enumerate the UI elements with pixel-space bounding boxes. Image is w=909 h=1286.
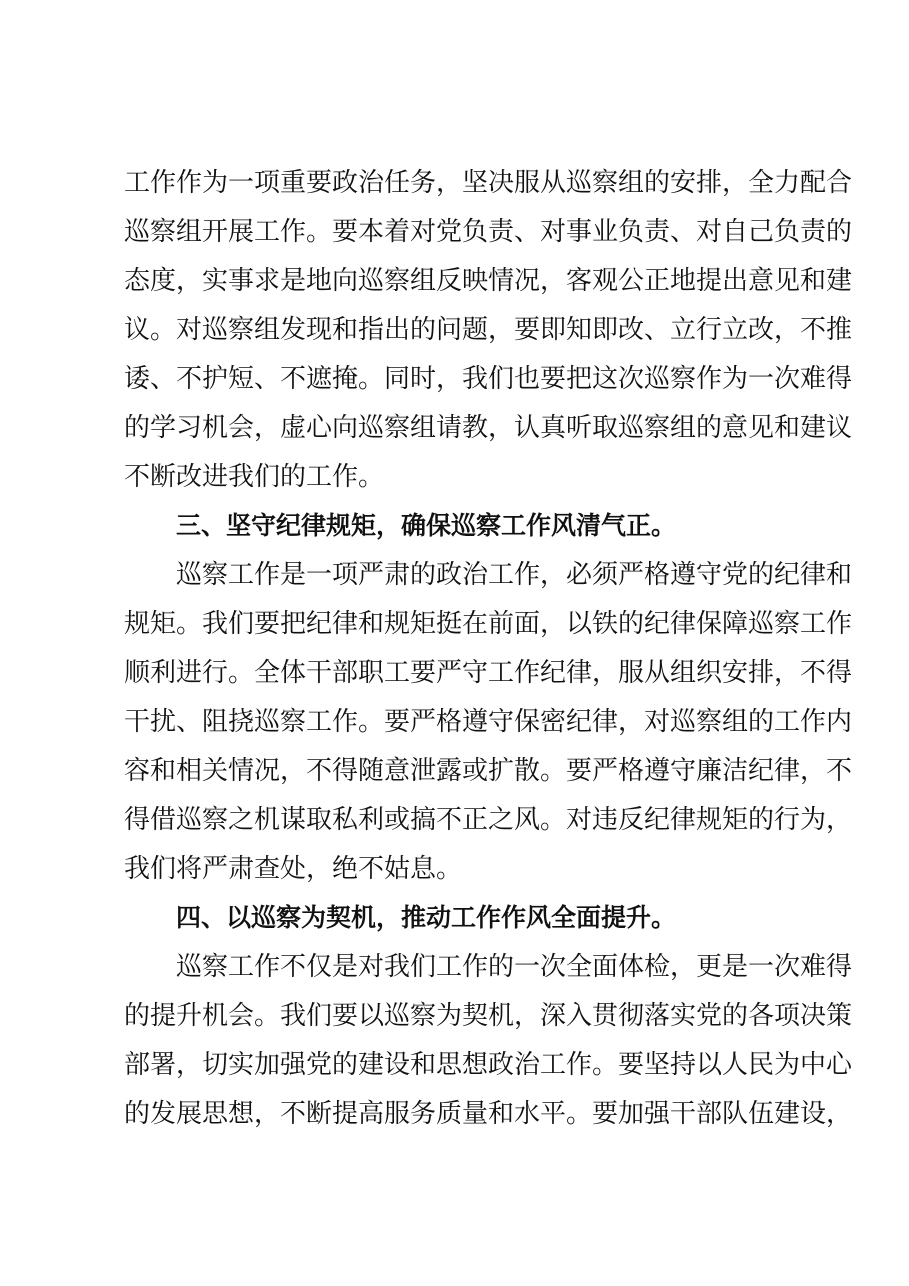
paragraph-2-line-2: 规矩。我们要把纪律和规矩挺在前面，以铁的纪律保障巡察工作	[124, 609, 853, 639]
paragraph-1-line-1: 工作作为一项重要政治任务，坚决服从巡察组的安排，全力配合	[124, 168, 853, 198]
paragraph-1-line-2: 巡察组开展工作。要本着对党负责、对事业负责、对自己负责的	[124, 217, 853, 247]
section-heading-4: 四、以巡察为契机，推动工作作风全面提升。	[176, 903, 677, 932]
paragraph-1-line-4: 议。对巡察组发现和指出的问题，要即知即改、立行立改，不推	[124, 315, 853, 345]
paragraph-2-line-7: 我们将严肃查处，绝不姑息。	[124, 854, 463, 884]
paragraph-1-line-7: 不断改进我们的工作。	[124, 462, 385, 492]
paragraph-1-line-3: 态度，实事求是地向巡察组反映情况，客观公正地提出意见和建	[124, 266, 853, 296]
paragraph-2-line-1: 巡察工作是一项严肃的政治工作，必须严格遵守党的纪律和	[176, 560, 853, 590]
paragraph-1-line-5: 诿、不护短、不遮掩。同时，我们也要把这次巡察作为一次难得	[124, 364, 853, 394]
paragraph-2-line-6: 得借巡察之机谋取私利或搞不正之风。对违反纪律规矩的行为，	[124, 805, 853, 835]
paragraph-3-line-4: 的发展思想，不断提高服务质量和水平。要加强干部队伍建设，	[124, 1099, 853, 1129]
section-heading-3: 三、坚守纪律规矩，确保巡察工作风清气正。	[176, 511, 677, 540]
paragraph-1-line-6: 的学习机会，虚心向巡察组请教，认真听取巡察组的意见和建议	[124, 413, 853, 443]
paragraph-3-line-3: 部署，切实加强党的建设和思想政治工作。要坚持以人民为中心	[124, 1050, 853, 1080]
paragraph-3-line-2: 的提升机会。我们要以巡察为契机，深入贯彻落实党的各项决策	[124, 1001, 853, 1031]
paragraph-2-line-3: 顺利进行。全体干部职工要严守工作纪律，服从组织安排，不得	[124, 658, 853, 688]
paragraph-2-line-4: 干扰、阻挠巡察工作。要严格遵守保密纪律，对巡察组的工作内	[124, 707, 853, 737]
paragraph-3-line-1: 巡察工作不仅是对我们工作的一次全面体检，更是一次难得	[176, 952, 853, 982]
paragraph-2-line-5: 容和相关情况，不得随意泄露或扩散。要严格遵守廉洁纪律，不	[124, 756, 853, 786]
